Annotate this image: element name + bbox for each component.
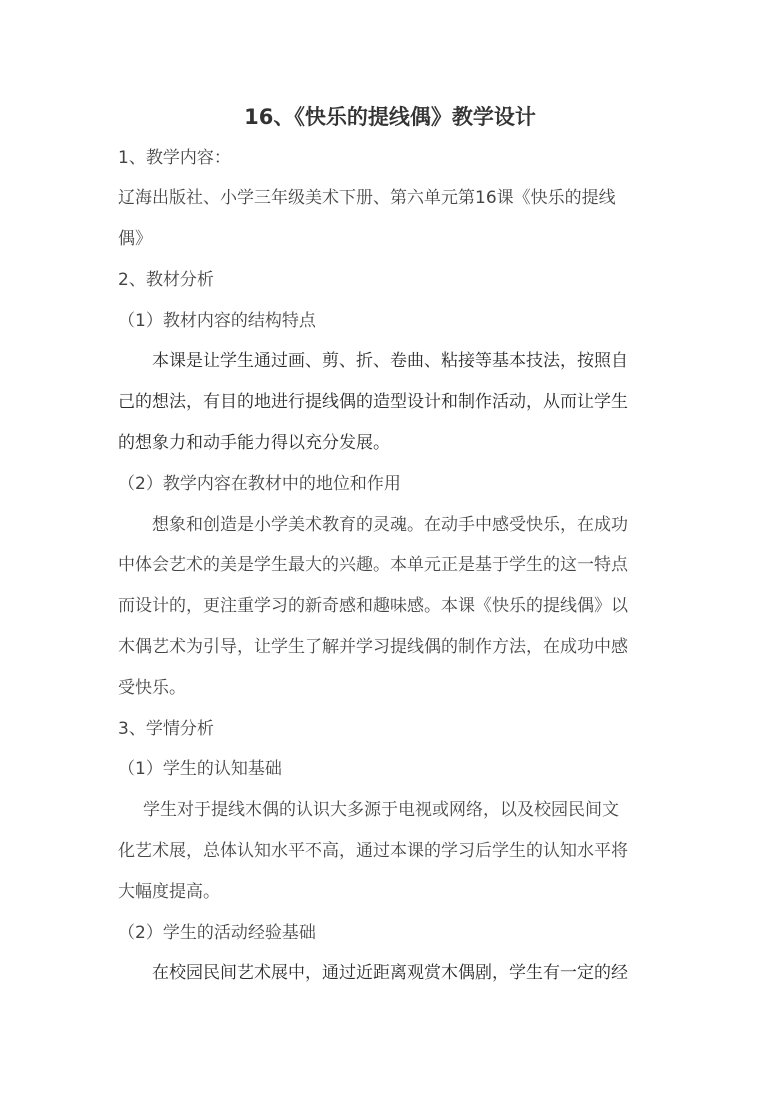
section-2-2-heading: （2）教学内容在教材中的地位和作用: [118, 474, 401, 494]
section-2-2-body-line-1: 想象和创造是小学美术教育的灵魂。在动手中感受快乐，在成功: [152, 515, 628, 535]
section-2-2-body-line-5: 受快乐。: [118, 678, 186, 698]
section-2-1-body-line-2: 己的想法，有目的地进行提线偶的造型设计和制作活动，从而让学生: [118, 392, 628, 412]
section-3-2-body-line-1: 在校园民间艺术展中，通过近距离观赏木偶剧，学生有一定的经: [152, 963, 628, 983]
section-3-1-body-line-3: 大幅度提高。: [118, 882, 220, 902]
section-1-heading: 1、教学内容：: [118, 148, 231, 168]
section-3-1-body-line-1: 学生对于提线木偶的认识大多源于电视或网络，以及校园民间文: [143, 800, 619, 820]
section-2-1-body-line-1: 本课是让学生通过画、剪、折、卷曲、粘接等基本技法，按照自: [152, 351, 628, 371]
section-3-2-heading: （2）学生的活动经验基础: [118, 923, 316, 943]
section-1-body-line-2: 偶》: [118, 229, 152, 249]
section-1-body-line-1: 辽海出版社、小学三年级美术下册、第六单元第16课《快乐的提线: [118, 188, 616, 208]
section-2-2-body-line-4: 木偶艺术为引导，让学生了解并学习提线偶的制作方法，在成功中感: [118, 637, 628, 657]
section-2-2-body-line-2: 中体会艺术的美是学生最大的兴趣。本单元正是基于学生的这一特点: [118, 555, 628, 575]
section-3-heading: 3、学情分析: [118, 719, 214, 739]
section-2-heading: 2、教材分析: [118, 270, 214, 290]
section-2-1-heading: （1）教材内容的结构特点: [118, 311, 316, 331]
document-title: 16、《快乐的提线偶》教学设计: [244, 105, 536, 129]
section-2-1-body-line-3: 的想象力和动手能力得以充分发展。: [118, 433, 390, 453]
section-3-1-body-line-2: 化艺术展，总体认知水平不高，通过本课的学习后学生的认知水平将: [118, 841, 628, 861]
section-2-2-body-line-3: 而设计的，更注重学习的新奇感和趣味感。本课《快乐的提线偶》以: [118, 596, 628, 616]
section-3-1-heading: （1）学生的认知基础: [118, 759, 282, 779]
